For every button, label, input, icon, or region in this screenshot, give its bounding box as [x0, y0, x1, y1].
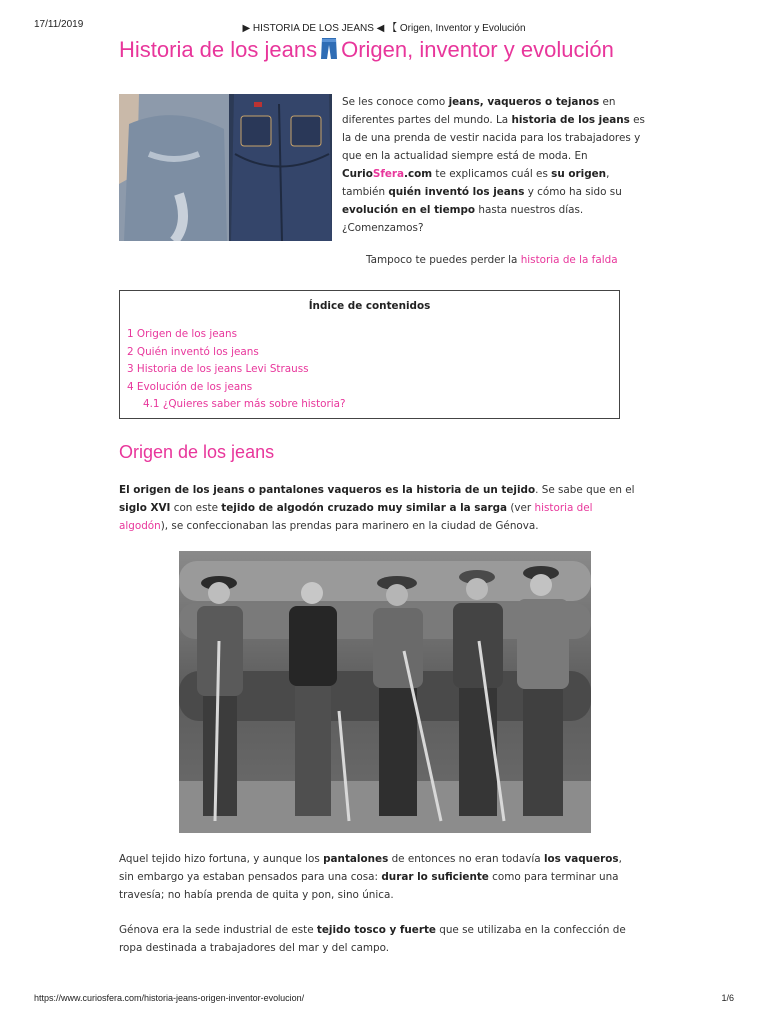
- workers-photo: [179, 551, 591, 833]
- intro-text: y cómo ha sido su: [524, 186, 622, 198]
- intro-bold: evolución en el tiempo: [342, 204, 476, 216]
- body-text: ), se confeccionaban las prendas para marinero en la ciudad de Génova.: [160, 520, 539, 532]
- intro-text: es la de una prenda de vestir nacida para los trabajadores y que en la actualidad siempre está de moda. En: [342, 114, 645, 162]
- paragraph-genova: [119, 921, 639, 957]
- print-page-title: ▶ HISTORIA DE LOS JEANS ◀ 【 Origen, Inventor y Evolución: [242, 23, 526, 34]
- bold-text: pantalones: [323, 853, 389, 865]
- paragraph-fortuna: [119, 850, 639, 904]
- intro-bold: jeans, vaqueros o tejanos: [448, 96, 600, 108]
- body-text: como para terminar una travesía; no había prenda de quita y pon, sino única.: [119, 871, 619, 901]
- toc-list: [127, 326, 346, 414]
- bold-text: El origen de los jeans o pantalones vaqueros es la historia de un tejido: [119, 484, 536, 496]
- toc-item-mas-historia[interactable]: 4.1 ¿Quieres saber más sobre historia?: [143, 398, 346, 410]
- body-text: Aquel tejido hizo fortuna, y aunque los: [119, 853, 324, 865]
- intro-bold: su origen: [551, 168, 607, 180]
- article-title: [119, 37, 614, 63]
- title-text-1: Historia de los jeans: [119, 37, 318, 62]
- bold-text: durar lo suficiente: [381, 871, 489, 883]
- bold-text: siglo XVI: [119, 502, 171, 514]
- bold-text: los vaqueros: [543, 853, 619, 865]
- print-url: https://www.curiosfera.com/historia-jeans-origen-inventor-evolucion/: [34, 993, 305, 1003]
- paragraph-origen: [119, 481, 639, 535]
- bold-text: tejido tosco y fuerte: [316, 924, 436, 936]
- body-text: , sin embargo ya estaban pensados para una cosa:: [119, 853, 622, 883]
- body-text: de entonces no eran todavía: [388, 853, 544, 865]
- link-historia-algodon[interactable]: historia del algodón: [119, 502, 593, 532]
- section-heading-origen: Origen de los jeans: [119, 442, 275, 462]
- toc-item-quien-invento[interactable]: 2 Quién inventó los jeans: [127, 345, 259, 358]
- body-text: (ver: [507, 502, 535, 514]
- intro-text: hasta nuestros días. ¿Comenzamos?: [342, 204, 584, 234]
- title-text-2: Origen, inventor y evolución: [341, 37, 614, 62]
- intro-text: te explicamos cuál es: [432, 168, 552, 180]
- hero-jeans-image: [119, 94, 332, 241]
- brand-name: [342, 168, 432, 180]
- jeans-icon: [320, 38, 338, 60]
- see-also-text: Tampoco te puedes perder la: [366, 254, 521, 266]
- body-text: con este: [170, 502, 222, 514]
- brand-part: Sfera: [372, 168, 405, 180]
- toc-item-origen[interactable]: 1 Origen de los jeans: [127, 328, 238, 340]
- brand-part: .com: [404, 168, 433, 180]
- see-also-line: [366, 254, 618, 266]
- table-of-contents: [119, 290, 620, 419]
- intro-paragraph: [342, 93, 652, 237]
- link-historia-falda[interactable]: historia de la falda: [520, 254, 618, 266]
- body-text: Génova era la sede industrial de este: [119, 924, 317, 936]
- toc-item-levi-strauss[interactable]: 3 Historia de los jeans Levi Strauss: [127, 363, 309, 375]
- body-text: que se utilizaba en la confección de ropa destinada a trabajadores del mar y del campo.: [119, 924, 626, 954]
- intro-bold: quién inventó los jeans: [388, 186, 525, 198]
- toc-title: Índice de contenidos: [308, 300, 431, 312]
- print-date: 17/11/2019: [34, 19, 84, 30]
- bold-text: tejido de algodón cruzado muy similar a la sarga: [221, 502, 508, 514]
- intro-text: en diferentes partes del mundo. La: [342, 96, 616, 126]
- intro-bold: historia de los jeans: [511, 114, 630, 126]
- toc-item-evolucion[interactable]: 4 Evolución de los jeans: [127, 380, 253, 393]
- intro-text: Se les conoce como: [342, 96, 449, 108]
- intro-text: , también: [342, 168, 610, 198]
- brand-part: Curio: [342, 168, 373, 180]
- print-page-number: 1/6: [721, 993, 734, 1003]
- body-text: . Se sabe que en el: [535, 484, 635, 496]
